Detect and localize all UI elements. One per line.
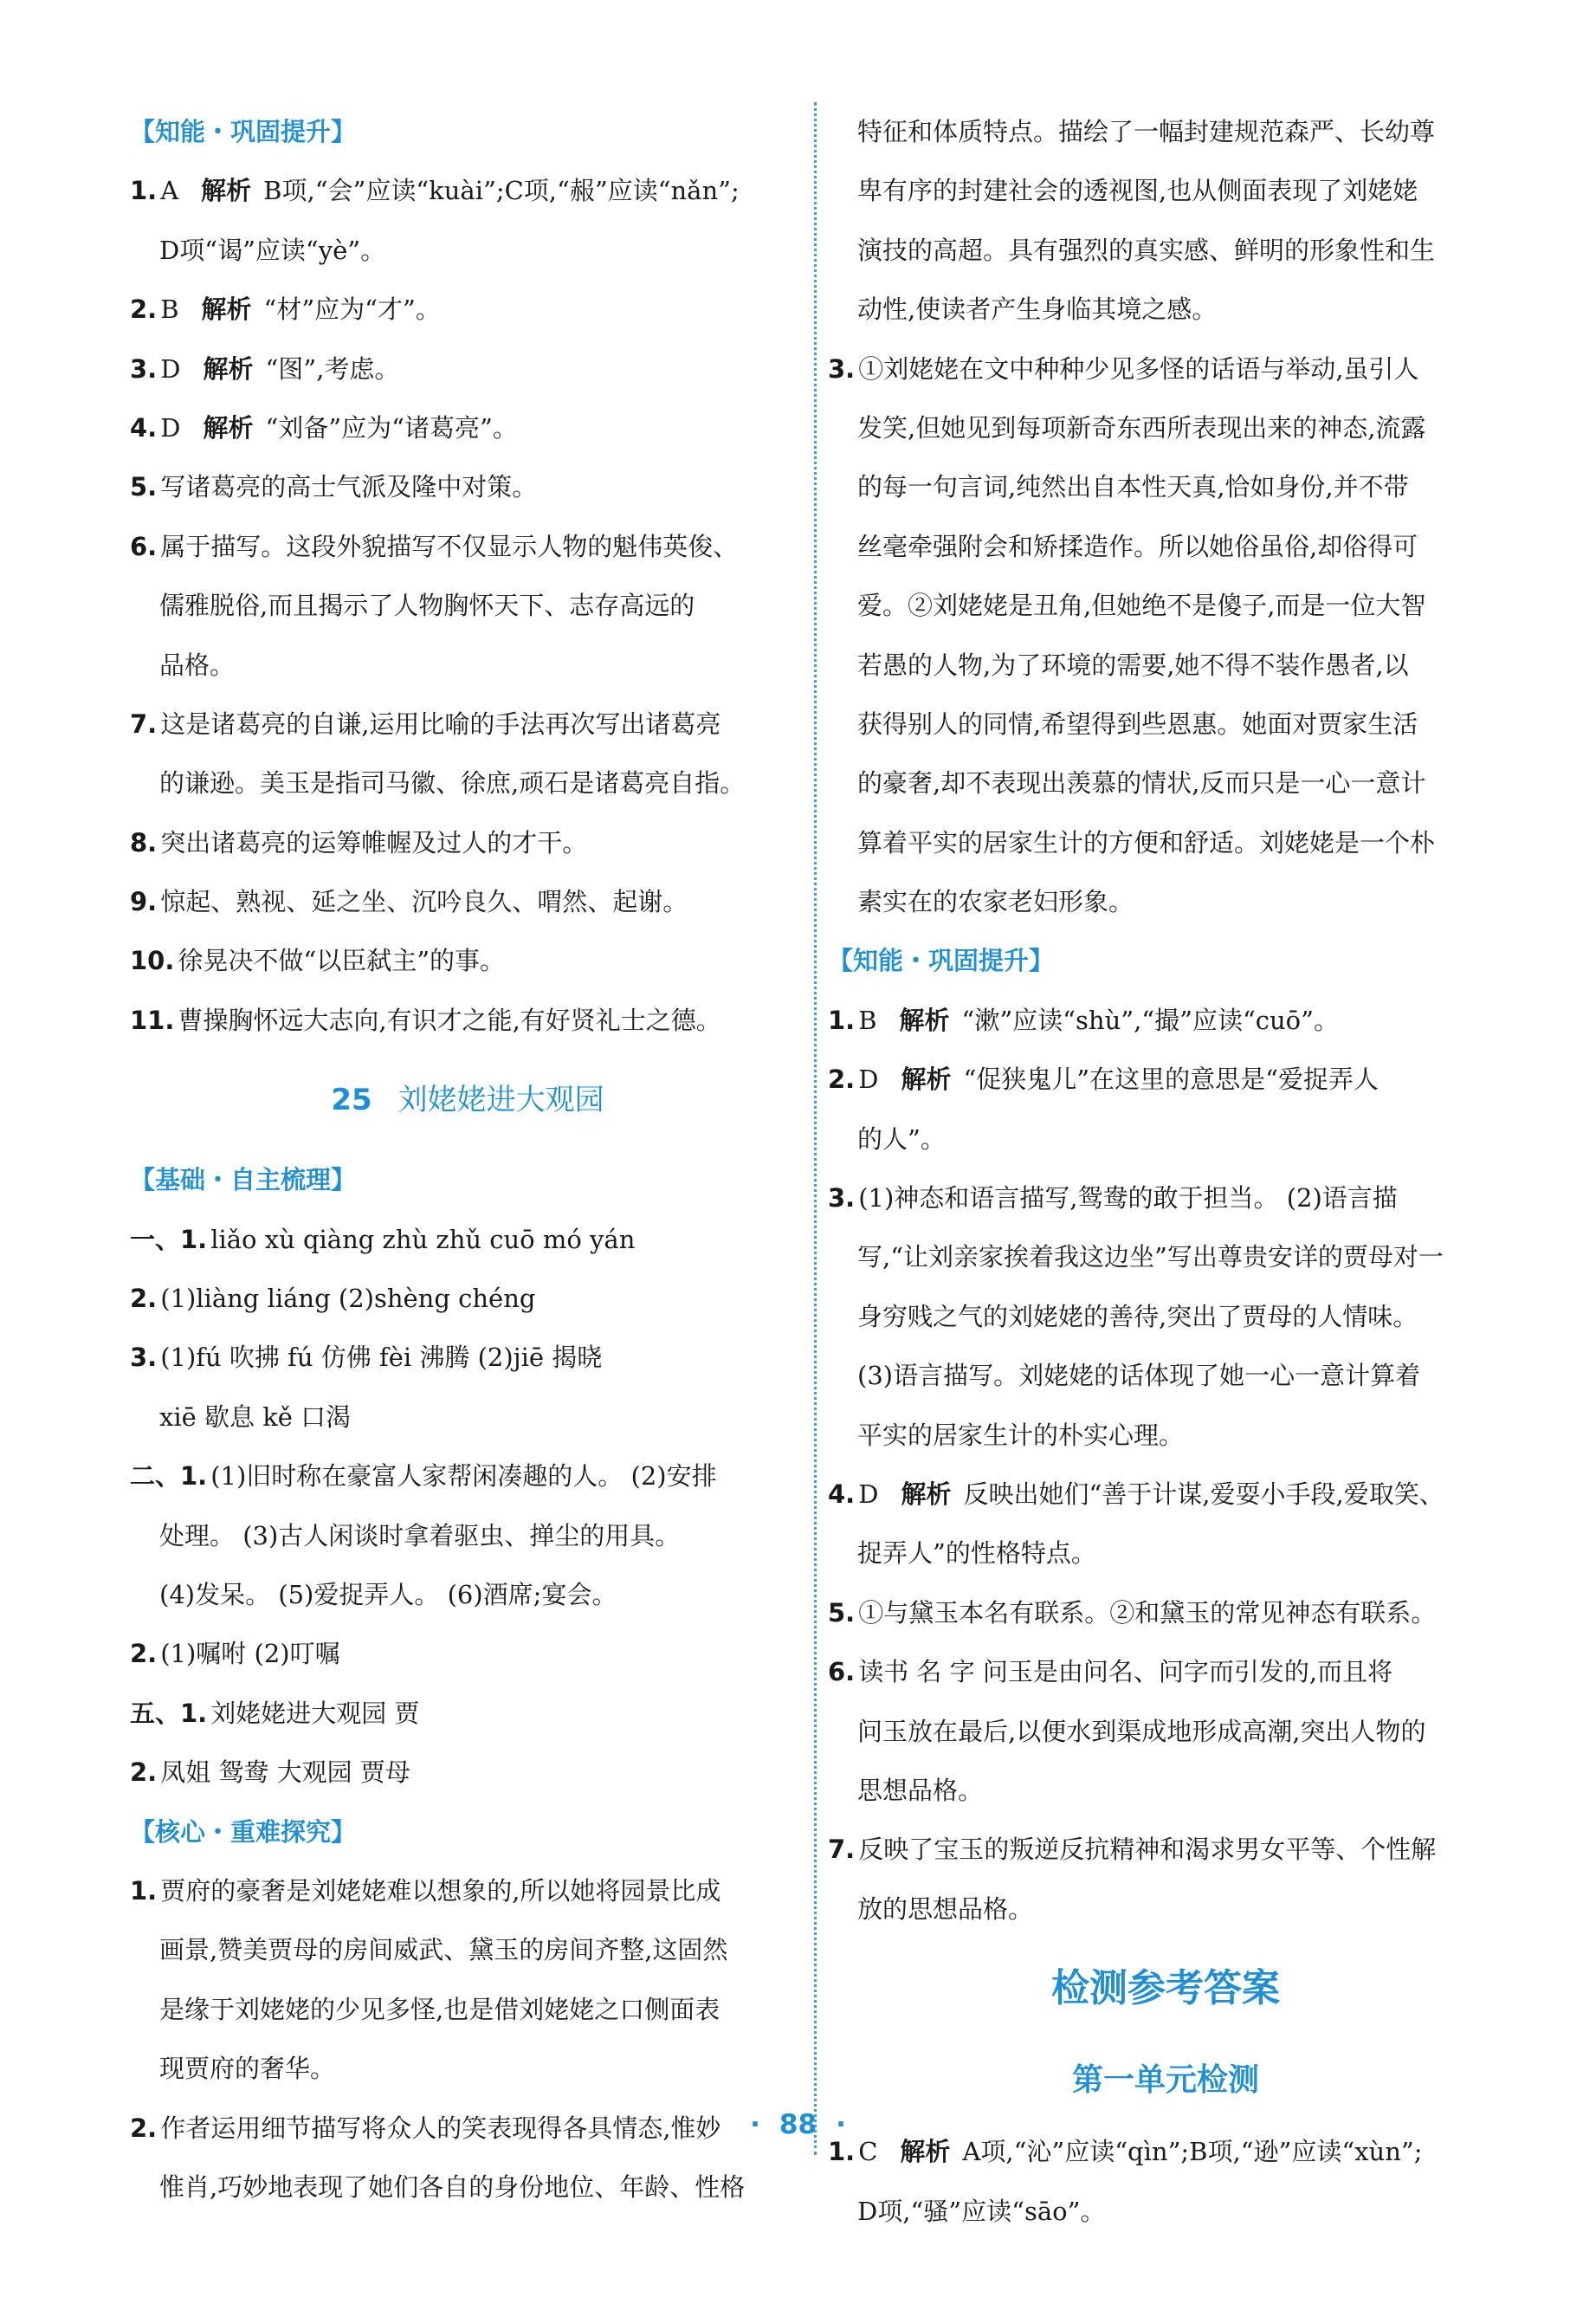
answer-item [828,1465,1503,1524]
continuation-line: 若愚的人物,为了环境的需要,她不得不装作愚者,以 [857,650,1409,680]
item-number: 2. [130,1639,158,1669]
item-text: 属于描写。这段外貌描写不仅显示人物的魁伟英俊、 [160,531,739,561]
continuation-line: 平实的居家生计的朴实心理。 [857,1420,1185,1450]
continuation-line: 算着平实的居家生计的方便和舒适。刘姥姥是一个朴 [857,827,1436,858]
analysis-label: 解析 [203,412,254,443]
continuation-line: 动性,使读者产生身临其境之感。 [857,294,1218,325]
answer-item [828,1583,1503,1642]
answer-item [130,813,805,872]
item-text: (1)fú 吹拂 fú 仿佛 fèi 沸腾 (2)jiē 揭晓 [160,1343,603,1373]
answer-item [130,1210,805,1269]
item-text: ①刘姥姥在文中种种少见多怪的话语与举动,虽引人 [858,353,1419,384]
continuation-line: 演技的高超。具有强烈的真实感、鲜明的形象性和生 [857,235,1436,265]
analysis-label: 解析 [901,1479,952,1509]
item-text: “促狭鬼儿”在这里的意思是“爱捉弄人 [963,1065,1379,1095]
continuation-line: 是缘于刘姥姥的少见多怪,也是借刘姥姥之口侧面表 [159,1994,720,2024]
continuation-line: 问玉放在最后,以便水到渠成地形成高潮,突出人物的 [857,1716,1426,1746]
item-number: 1. [130,1875,158,1906]
item-number: 3. [828,353,856,384]
item-number: 五、1. [130,1698,208,1728]
item-number: 4. [828,1479,856,1509]
item-number: 2. [130,294,158,325]
item-text: 贾府的豪奢是刘姥姥难以想象的,所以她将园景比成 [160,1875,721,1906]
item-number: 二、1. [130,1461,208,1492]
continuation-line: 儒雅脱俗,而且揭示了人物胸怀天下、志存高远的 [159,591,695,621]
item-text: 曹操胸怀远大志向,有识才之能,有好贤礼士之德。 [178,1005,721,1035]
continuation-line: 处理。 (3)古人闲谈时拿着驱虫、掸尘的用具。 [159,1520,681,1550]
continuation-line: 写,“让刘亲家挨着我这边坐”写出尊贵安详的贾母对一 [857,1242,1444,1272]
answer-item [130,1447,805,1505]
item-number: 2. [130,1757,158,1788]
continuation-line: 放的思想品格。 [857,1893,1034,1924]
item-choice: D [858,1065,879,1095]
item-text: 这是诸葛亮的自谦,运用比喻的手法再次写出诸葛亮 [160,709,721,739]
answer-item [828,991,1503,1050]
item-number: 2. [130,2113,158,2143]
analysis-label: 解析 [203,353,254,384]
page-number-value: 88 [779,2109,817,2140]
item-text: A项,“沁”应读“qìn”;B项,“逊”应读“xùn”; [962,2137,1423,2167]
item-number: 5. [828,1597,856,1628]
item-choice: B [160,294,179,325]
right-column [828,102,1503,2241]
answer-item [828,1050,1503,1109]
column-divider [814,102,817,2155]
item-number: 11. [130,1005,175,1035]
item-number: 2. [828,1065,856,1095]
continuation-line: xiē 歇息 kě 口渴 [159,1401,352,1432]
analysis-label: 解析 [900,2137,951,2167]
item-text: “漱”应读“shù”,“撮”应读“cuō”。 [961,1005,1339,1035]
item-number: 3. [130,1343,158,1373]
continuation-line: 捉弄人”的性格特点。 [857,1538,1096,1569]
answer-item [130,161,805,220]
answer-item [828,340,1503,398]
item-text: (1)旧时称在豪富人家帮闲凑趣的人。 (2)安排 [210,1461,717,1492]
item-text: 反映了宝玉的叛逆反抗精神和渴求男女平等、个性解 [858,1835,1437,1865]
answer-item [130,931,805,990]
continuation-line: 画景,赞美贾母的房间威武、黛玉的房间齐整,这固然 [159,1935,728,1965]
item-text: (1)嘱咐 (2)叮嘱 [160,1639,340,1669]
continuation-line: 品格。 [159,650,236,680]
answer-item [130,457,805,516]
page-dot: · [750,2109,760,2140]
item-number: 一、1. [130,1224,208,1254]
page-number [0,2109,1596,2140]
answer-item [130,280,805,339]
item-choice: D [160,412,181,443]
section-heading: 【基础・自主梳理】 [130,1165,357,1195]
item-number: 3. [130,353,158,384]
answer-item [130,340,805,398]
answer-item [828,1820,1503,1879]
continuation-line: 惟肖,巧妙地表现了她们各自的身份地位、年龄、性格 [159,2171,746,2202]
item-text: “刘备”应为“诸葛亮”。 [265,412,518,443]
item-number: 5. [130,472,158,502]
item-choice: B [858,1005,877,1035]
lesson-title-text: 刘姥姥进大观园 [397,1083,604,1118]
continuation-line: (3)语言描写。刘姥姥的话体现了她一心一意计算着 [857,1361,1421,1391]
item-text: (1)神态和语言描写,鸳鸯的敢于担当。 (2)语言描 [858,1183,1398,1214]
continuation-line: D项“谒”应读“yè”。 [159,235,386,265]
item-choice: D [160,353,181,384]
item-number: 7. [828,1835,856,1865]
answers-title: 检测参考答案 [1051,1966,1280,2011]
continuation-line: 发笑,但她见到每项新奇东西所表现出来的神态,流露 [857,412,1426,443]
item-number: 1. [828,1005,856,1035]
answer-item [130,1861,805,1920]
lesson-number: 25 [331,1083,372,1118]
item-text: 写诸葛亮的高士气派及隆中对策。 [160,472,538,502]
section-heading: 【知能・巩固提升】 [828,946,1055,976]
continuation-line: 特征和体质特点。描绘了一幅封建规范森严、长幼尊 [857,117,1436,146]
continuation-line: 思想品格。 [857,1775,984,1805]
continuation-line: 爱。②刘姥姥是丑角,但她绝不是傻子,而是一位大智 [857,591,1426,621]
item-text: B项,“会”应读“kuài”;C项,“赧”应读“nǎn”; [263,176,740,206]
section-heading: 【核心・重难探究】 [130,1816,357,1847]
continuation-line: 的人”。 [857,1123,946,1154]
item-text: “材”应为“才”。 [263,294,441,325]
item-text: liǎo xù qiàng zhù zhǔ cuō mó yán [210,1224,636,1254]
continuation-line: 现贾府的奢华。 [159,2054,336,2084]
analysis-label: 解析 [201,294,252,325]
continuation-line: 身穷贱之气的刘姥姥的善待,突出了贾母的人情味。 [857,1301,1418,1331]
item-text: 作者运用细节描写将众人的笑表现得各具情态,惟妙 [160,2113,721,2143]
item-text: 徐晃决不做“以臣弑主”的事。 [178,946,506,976]
section-heading: 【知能・巩固提升】 [130,117,357,146]
item-choice: A [160,176,179,206]
item-number: 6. [130,531,158,561]
item-number: 2. [130,1284,158,1314]
item-choice: C [858,2137,878,2167]
answer-item [130,991,805,1050]
page-dot: · [836,2109,846,2140]
item-number: 4. [130,412,158,443]
item-text: “图”,考虑。 [265,353,400,384]
answer-item [130,1624,805,1683]
continuation-line: D项,“骚”应读“sāo”。 [857,2196,1106,2226]
continuation-line: 的每一句言词,纯然出自本性天真,恰如身份,并不带 [857,472,1409,502]
continuation-line: 卑有序的封建社会的透视图,也从侧面表现了刘姥姥 [857,176,1418,206]
analysis-label: 解析 [201,176,252,206]
continuation-line: 素实在的农家老妇形象。 [857,887,1134,917]
left-column [130,102,805,2217]
item-choice: D [858,1479,879,1509]
item-text: 凤姐 鸳鸯 大观园 贾母 [160,1757,410,1788]
answer-item [130,398,805,457]
answer-item [130,1743,805,1802]
item-number: 1. [828,2137,856,2167]
item-number: 6. [828,1657,856,1687]
analysis-label: 解析 [899,1005,950,1035]
item-number: 3. [828,1183,856,1214]
item-number: 9. [130,887,158,917]
unit-title: 第一单元检测 [1071,2062,1259,2099]
answer-item [130,517,805,576]
item-text: 惊起、熟视、延之坐、沉吟良久、喟然、起谢。 [160,887,688,917]
item-text: 突出诸葛亮的运筹帷幄及过人的才干。 [160,827,588,858]
item-number: 1. [130,176,158,206]
continuation-line: (4)发呆。 (5)爱捉弄人。 (6)酒席;宴会。 [159,1579,617,1609]
item-number: 8. [130,827,158,858]
answer-item [130,1684,805,1743]
answer-item [130,872,805,931]
item-text: (1)liàng liáng (2)shèng chéng [160,1284,536,1314]
continuation-line: 的谦逊。美玉是指司马徽、徐庶,顽石是诸葛亮自指。 [159,768,746,799]
continuation-line: 丝毫牵强附会和矫揉造作。所以她俗虽俗,却俗得可 [857,531,1418,561]
continuation-line: 的豪奢,却不表现出羡慕的情状,反而只是一心一意计 [857,768,1426,799]
answer-item [130,695,805,754]
item-number: 10. [130,946,175,976]
lesson-title [130,1050,805,1150]
continuation-line: 获得别人的同情,希望得到些恩惠。她面对贾家生活 [857,709,1418,739]
analysis-label: 解析 [901,1065,952,1095]
item-text: 反映出她们“善于计谋,爱耍小手段,爱取笑、 [963,1479,1444,1509]
item-text: ①与黛玉本名有联系。②和黛玉的常见神态有联系。 [858,1597,1437,1628]
answer-item [828,1642,1503,1701]
answer-item [130,1269,805,1328]
item-text: 读书 名 字 问玉是由问名、问字而引发的,而且将 [858,1657,1393,1687]
answer-item [828,1168,1503,1227]
answer-item [130,1328,805,1387]
item-number: 7. [130,709,158,739]
item-text: 刘姥姥进大观园 贾 [210,1698,420,1728]
